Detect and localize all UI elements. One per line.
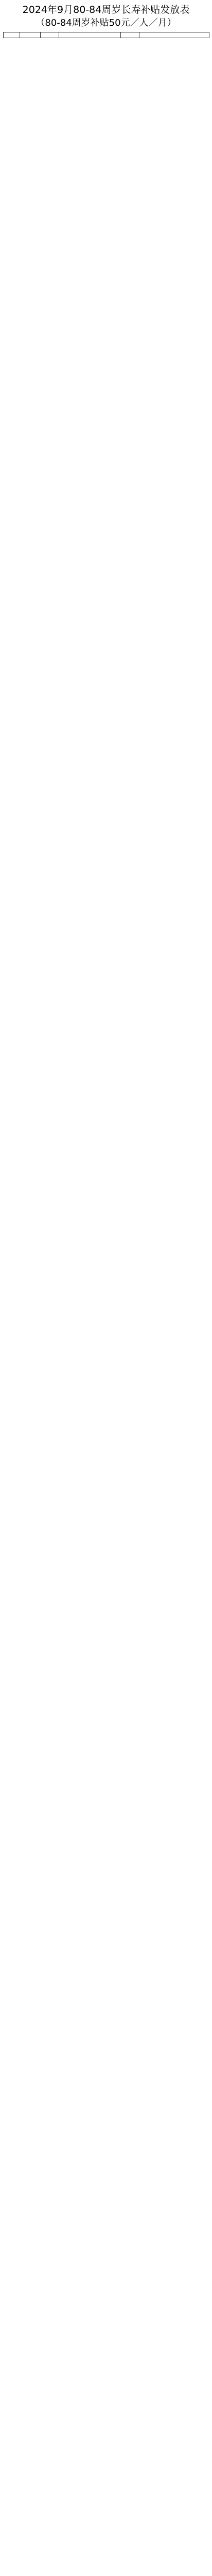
- column-header: [121, 32, 139, 38]
- column-header: [139, 32, 209, 38]
- table-header: [4, 32, 209, 38]
- column-header: [41, 32, 59, 38]
- document-subtitle: （80-84周岁补贴50元／人／月）: [36, 18, 176, 28]
- column-header: [20, 32, 41, 38]
- document-title: 2024年9月80-84周岁长寿补贴发放表: [22, 4, 190, 15]
- subsidy-table: [3, 32, 209, 38]
- table-header-row: [4, 32, 209, 38]
- column-header: [59, 32, 121, 38]
- column-header: [4, 32, 20, 38]
